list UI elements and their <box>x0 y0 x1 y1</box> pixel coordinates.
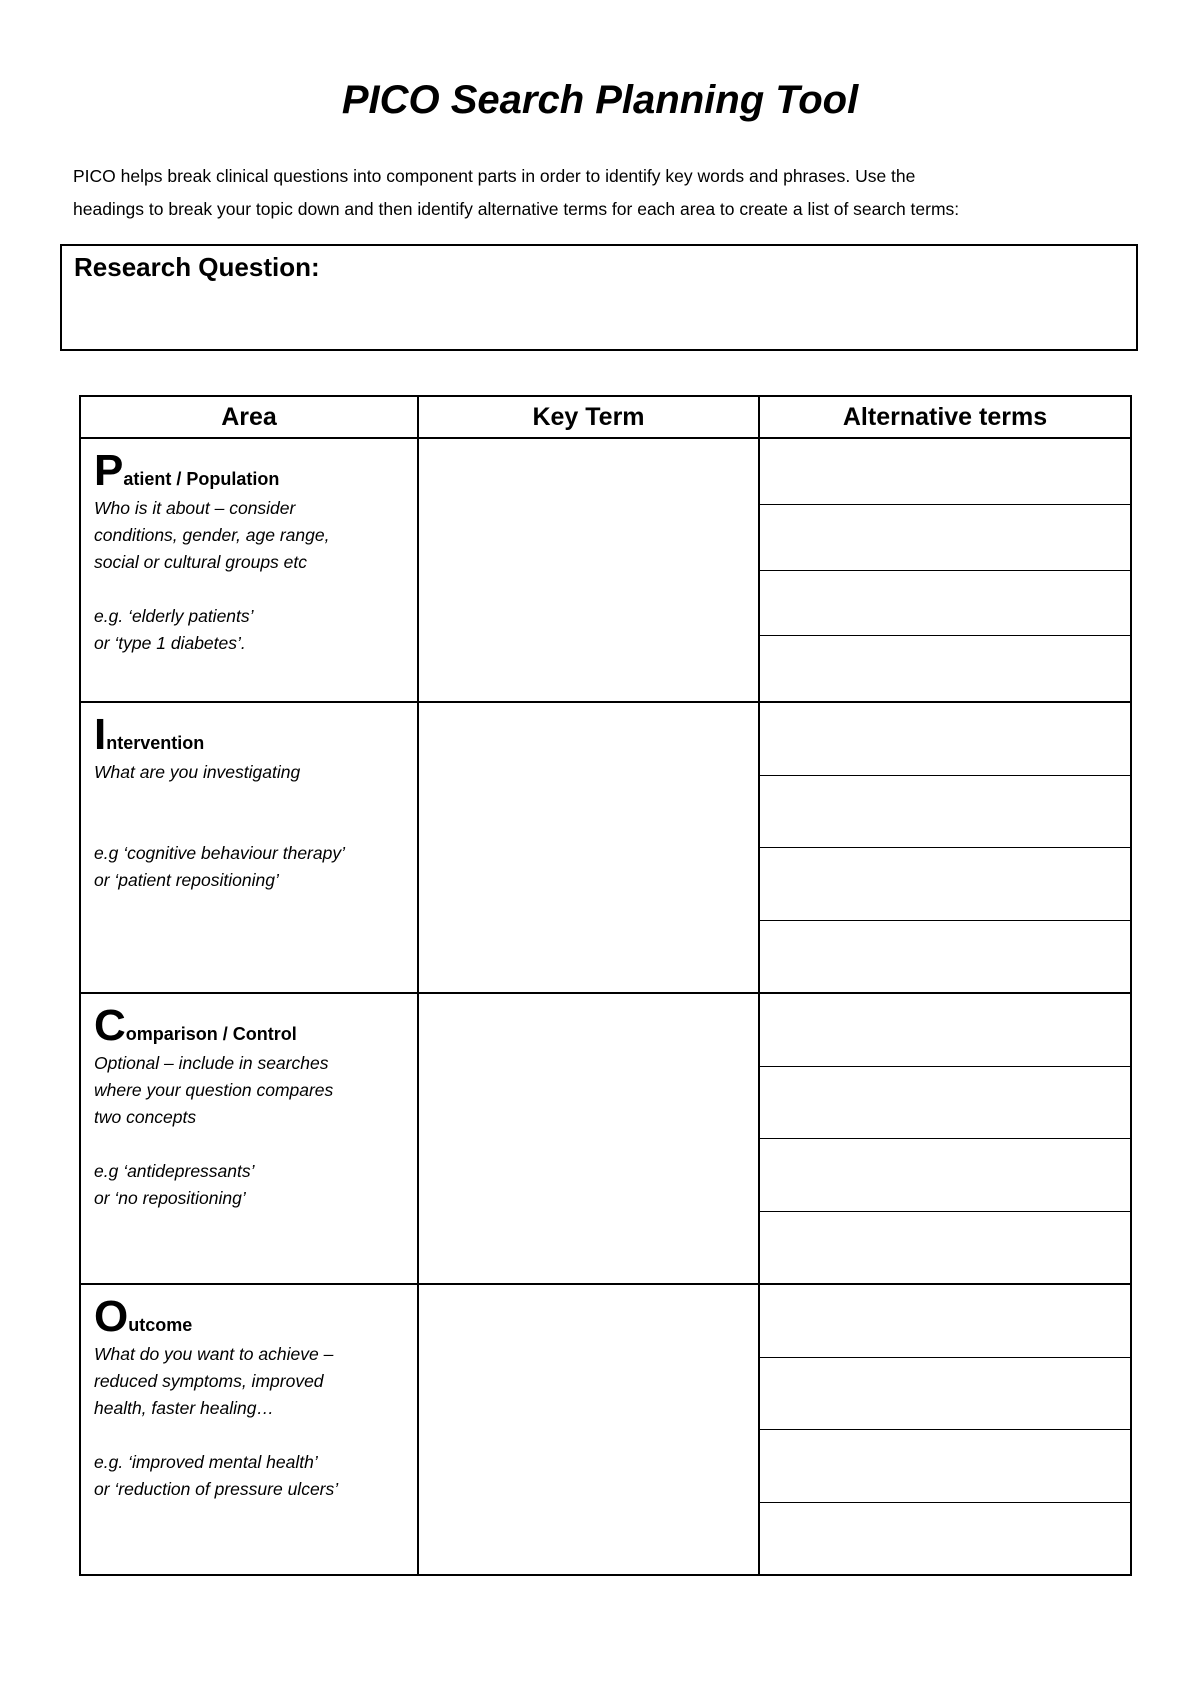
alt-term-field[interactable] <box>760 1139 1130 1212</box>
research-question-label: Research Question: <box>74 252 320 282</box>
header-key-term: Key Term <box>418 396 759 438</box>
area-description: What are you investigating <box>94 762 301 782</box>
alt-term-field[interactable] <box>760 1503 1130 1575</box>
alt-term-field[interactable] <box>760 1430 1130 1503</box>
area-name: utcome <box>128 1315 193 1335</box>
alt-term-field[interactable] <box>760 505 1130 571</box>
research-question-box[interactable] <box>60 244 1138 351</box>
alt-terms-cell-intervention <box>759 702 1131 993</box>
key-term-cell-patient[interactable] <box>418 438 759 702</box>
table-row-outcome <box>80 1284 1131 1575</box>
area-example: e.g ‘cognitive behaviour therapy’ or ‘patient repositioning’ <box>94 843 345 890</box>
header-area: Area <box>80 396 418 438</box>
alt-term-field[interactable] <box>760 439 1130 505</box>
alt-term-field[interactable] <box>760 571 1130 637</box>
table-row-comparison <box>80 993 1131 1284</box>
area-heading-outcome <box>94 1292 405 1341</box>
area-heading-comparison <box>94 1001 405 1050</box>
area-letter: C <box>94 1001 126 1050</box>
alt-term-field[interactable] <box>760 1212 1130 1284</box>
area-description: Optional – include in searches where your question compares two concepts <box>94 1053 334 1127</box>
table-row-patient <box>80 438 1131 702</box>
alt-term-field[interactable] <box>760 994 1130 1067</box>
alt-terms-cell-patient <box>759 438 1131 702</box>
area-name: atient / Population <box>123 469 280 489</box>
area-example: e.g ‘antidepressants’ or ‘no repositioning’ <box>94 1161 255 1208</box>
area-letter: O <box>94 1292 129 1341</box>
table-row-intervention <box>80 702 1131 993</box>
area-cell-intervention <box>80 702 418 993</box>
alt-term-field[interactable] <box>760 703 1130 776</box>
key-term-cell-comparison[interactable] <box>418 993 759 1284</box>
area-description: What do you want to achieve – reduced symptoms, improved health, faster healing… <box>94 1344 334 1418</box>
area-cell-patient <box>80 438 418 702</box>
key-term-cell-intervention[interactable] <box>418 702 759 993</box>
area-heading-patient <box>94 446 405 495</box>
alt-term-field[interactable] <box>760 921 1130 993</box>
intro-line-1: PICO helps break clinical questions into component parts in order to identify key words and phrases. Use the <box>73 166 916 186</box>
page-title: PICO Search Planning Tool <box>341 78 859 122</box>
table-header-row <box>80 396 1131 438</box>
intro-line-2: headings to break your topic down and then identify alternative terms for each area to create a list of search terms: <box>73 199 960 219</box>
alt-term-field[interactable] <box>760 1358 1130 1431</box>
area-letter: P <box>94 446 124 495</box>
key-term-cell-outcome[interactable] <box>418 1284 759 1575</box>
area-heading-intervention <box>94 710 405 759</box>
area-example: e.g. ‘improved mental health’ or ‘reduction of pressure ulcers’ <box>94 1452 339 1499</box>
area-description: Who is it about – consider conditions, gender, age range, social or cultural groups etc <box>94 498 330 572</box>
area-example: e.g. ‘elderly patients’ or ‘type 1 diabetes’. <box>94 606 254 653</box>
area-name: ntervention <box>106 733 205 753</box>
area-cell-comparison <box>80 993 418 1284</box>
area-letter: I <box>94 710 107 759</box>
alt-term-field[interactable] <box>760 1285 1130 1358</box>
alt-term-field[interactable] <box>760 776 1130 849</box>
alt-terms-cell-comparison <box>759 993 1131 1284</box>
area-name: omparison / Control <box>125 1024 297 1044</box>
area-cell-outcome <box>80 1284 418 1575</box>
alt-term-field[interactable] <box>760 848 1130 921</box>
alt-term-field[interactable] <box>760 1067 1130 1140</box>
pico-table <box>79 395 1132 1576</box>
alt-terms-cell-outcome <box>759 1284 1131 1575</box>
header-alternative-terms: Alternative terms <box>759 396 1131 438</box>
alt-term-field[interactable] <box>760 636 1130 701</box>
intro-text <box>73 160 1133 226</box>
